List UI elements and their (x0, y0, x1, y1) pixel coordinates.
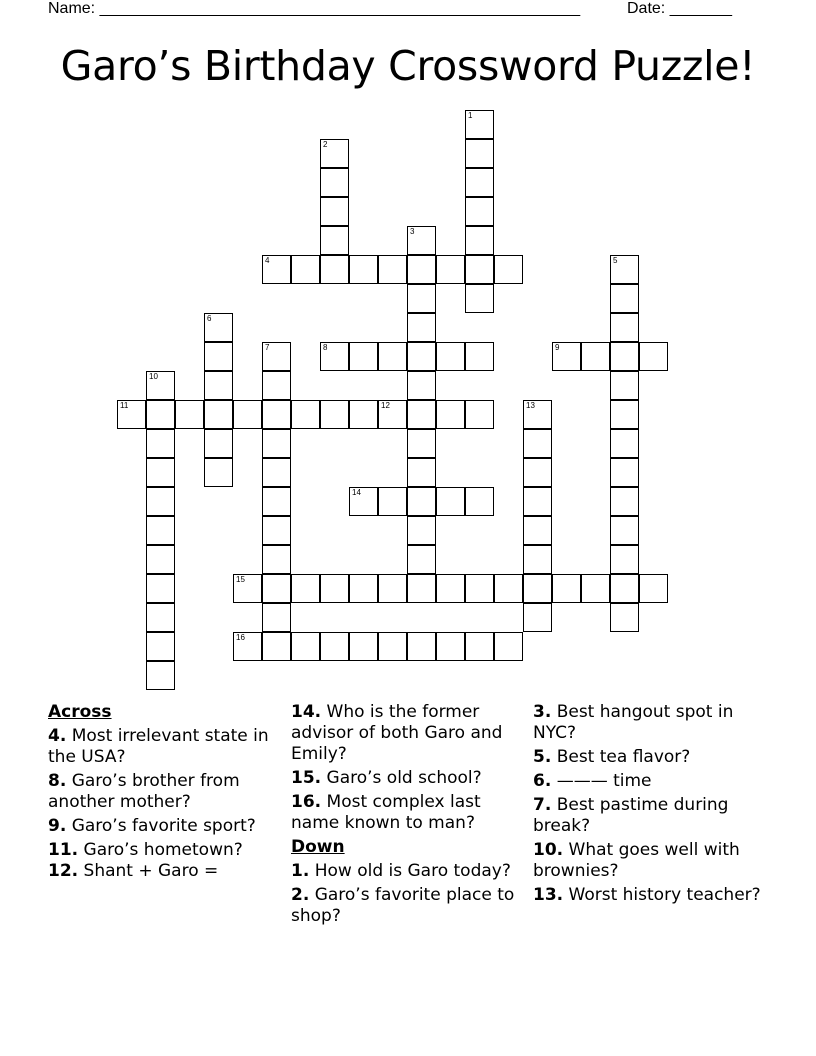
grid-cell[interactable] (146, 661, 175, 690)
grid-cell[interactable] (610, 400, 639, 429)
grid-cell[interactable] (465, 139, 494, 168)
grid-cell[interactable] (465, 226, 494, 255)
grid-cell[interactable] (378, 255, 407, 284)
clue-number: 16 (236, 633, 245, 642)
grid-cell[interactable] (436, 400, 465, 429)
clue-down-6: 6. ——— time (533, 771, 652, 791)
grid-cell[interactable] (175, 400, 204, 429)
clue-down-5: 5. Best tea flavor? (533, 747, 691, 767)
grid-cell[interactable] (146, 429, 175, 458)
grid-cell[interactable] (407, 545, 436, 574)
clues-column-3 (533, 702, 773, 909)
clue-number: 11 (120, 401, 129, 410)
clue-number: 12 (381, 401, 390, 410)
grid-cell[interactable] (204, 342, 233, 371)
grid-cell[interactable] (349, 632, 378, 661)
page-title: Garo’s Birthday Crossword Puzzle! (60, 42, 756, 90)
clue-number: 13 (526, 401, 535, 410)
grid-cell[interactable] (291, 632, 320, 661)
grid-cell[interactable] (146, 487, 175, 516)
grid-cell[interactable] (523, 458, 552, 487)
clue-across-14: 14. Who is the former advisor of both Garo and Emily? (291, 702, 503, 764)
grid-cell[interactable] (349, 574, 378, 603)
grid-cell[interactable] (407, 632, 436, 661)
grid-cell[interactable] (465, 110, 494, 139)
clue-number: 7 (265, 343, 270, 352)
grid-cell[interactable] (465, 632, 494, 661)
grid-cell[interactable] (610, 458, 639, 487)
grid-cell[interactable] (610, 255, 639, 284)
clue-across-8: 8. Garo’s brother from another mother? (48, 771, 240, 812)
grid-cell[interactable] (349, 255, 378, 284)
grid-cell[interactable] (146, 545, 175, 574)
grid-cell[interactable] (320, 139, 349, 168)
clues-column-2 (291, 702, 531, 930)
grid-cell[interactable] (204, 458, 233, 487)
grid-cell[interactable] (465, 255, 494, 284)
grid-cell[interactable] (552, 574, 581, 603)
grid-cell[interactable] (291, 574, 320, 603)
grid-cell[interactable] (610, 603, 639, 632)
grid-cell[interactable] (407, 458, 436, 487)
grid-cell[interactable] (291, 255, 320, 284)
grid-cell[interactable] (262, 574, 291, 603)
clue-down-1: 1. How old is Garo today? (291, 861, 511, 881)
grid-cell[interactable] (320, 226, 349, 255)
grid-cell[interactable] (465, 574, 494, 603)
clue-number: 10 (149, 372, 158, 381)
grid-cell[interactable] (378, 342, 407, 371)
grid-cell[interactable] (407, 255, 436, 284)
grid-cell[interactable] (407, 429, 436, 458)
grid-cell[interactable] (262, 603, 291, 632)
grid-cell[interactable] (146, 371, 175, 400)
grid-cell[interactable] (610, 574, 639, 603)
grid-cell[interactable] (146, 632, 175, 661)
grid-cell[interactable] (262, 400, 291, 429)
grid-cell[interactable] (146, 516, 175, 545)
clue-across-15: 15. Garo’s old school? (291, 768, 482, 788)
grid-cell[interactable] (320, 632, 349, 661)
clue-number: 8 (323, 343, 328, 352)
grid-cell[interactable] (610, 313, 639, 342)
grid-cell[interactable] (320, 255, 349, 284)
grid-cell[interactable] (407, 516, 436, 545)
clue-across-16: 16. Most complex last name known to man? (291, 792, 481, 833)
grid-cell[interactable] (262, 458, 291, 487)
grid-cell[interactable] (320, 197, 349, 226)
clue-number: 1 (468, 111, 473, 120)
grid-cell[interactable] (639, 342, 668, 371)
grid-cell[interactable] (233, 632, 262, 661)
grid-cell[interactable] (523, 574, 552, 603)
grid-cell[interactable] (204, 400, 233, 429)
grid-cell[interactable] (117, 400, 146, 429)
grid-cell[interactable] (233, 400, 262, 429)
grid-cell[interactable] (349, 342, 378, 371)
grid-cell[interactable] (378, 574, 407, 603)
grid-cell[interactable] (465, 197, 494, 226)
clue-down-3: 3. Best hangout spot in NYC? (533, 702, 734, 743)
grid-cell[interactable] (465, 400, 494, 429)
grid-cell[interactable] (436, 487, 465, 516)
clue-across-4: 4. Most irrelevant state in the USA? (48, 726, 269, 767)
clue-down-10: 10. What goes well with brownies? (533, 840, 740, 881)
grid-cell[interactable] (465, 342, 494, 371)
date-field-label: Date: _______ (627, 0, 732, 17)
clue-across-12: 12. Shant + Garo = (48, 861, 219, 881)
grid-cell[interactable] (610, 371, 639, 400)
grid-cell[interactable] (204, 313, 233, 342)
grid-cell[interactable] (407, 226, 436, 255)
clue-number: 9 (555, 343, 560, 352)
grid-cell[interactable] (262, 342, 291, 371)
name-field-label: Name: ______________________________________________________ (48, 0, 581, 17)
grid-cell[interactable] (262, 487, 291, 516)
clue-across-9: 9. Garo’s favorite sport? (48, 816, 256, 836)
grid-cell[interactable] (262, 632, 291, 661)
grid-cell[interactable] (610, 516, 639, 545)
grid-cell[interactable] (407, 284, 436, 313)
clue-across-11: 11. Garo’s hometown? (48, 840, 243, 860)
clue-number: 5 (613, 256, 618, 265)
clue-number: 15 (236, 575, 245, 584)
grid-cell[interactable] (407, 342, 436, 371)
clue-down-2: 2. Garo’s favorite place to shop? (291, 885, 515, 926)
grid-cell[interactable] (523, 429, 552, 458)
grid-cell[interactable] (610, 342, 639, 371)
grid-cell[interactable] (407, 487, 436, 516)
grid-cell[interactable] (320, 574, 349, 603)
grid-cell[interactable] (436, 342, 465, 371)
grid-cell[interactable] (349, 400, 378, 429)
grid-cell[interactable] (407, 400, 436, 429)
grid-cell[interactable] (552, 342, 581, 371)
grid-cell[interactable] (349, 487, 378, 516)
grid-cell[interactable] (320, 400, 349, 429)
grid-cell[interactable] (465, 284, 494, 313)
clues-column-1 (48, 702, 294, 885)
grid-cell[interactable] (610, 487, 639, 516)
grid-cell[interactable] (523, 545, 552, 574)
grid-cell[interactable] (146, 603, 175, 632)
clue-down-13: 13. Worst history teacher? (533, 885, 761, 905)
grid-cell[interactable] (523, 516, 552, 545)
grid-cell[interactable] (262, 255, 291, 284)
grid-cell[interactable] (320, 168, 349, 197)
grid-cell[interactable] (523, 400, 552, 429)
grid-cell[interactable] (407, 371, 436, 400)
clue-number: 3 (410, 227, 415, 236)
grid-cell[interactable] (436, 632, 465, 661)
grid-cell[interactable] (465, 487, 494, 516)
grid-cell[interactable] (233, 574, 262, 603)
grid-cell[interactable] (407, 313, 436, 342)
grid-cell[interactable] (320, 342, 349, 371)
grid-cell[interactable] (146, 574, 175, 603)
grid-cell[interactable] (581, 342, 610, 371)
clue-number: 4 (265, 256, 270, 265)
clue-number: 2 (323, 140, 328, 149)
grid-cell[interactable] (262, 516, 291, 545)
grid-cell[interactable] (291, 400, 320, 429)
clue-number: 6 (207, 314, 212, 323)
grid-cell[interactable] (639, 574, 668, 603)
across-heading: Across (48, 702, 112, 722)
grid-cell[interactable] (262, 545, 291, 574)
grid-cell[interactable] (378, 487, 407, 516)
grid-cell[interactable] (610, 284, 639, 313)
grid-cell[interactable] (146, 458, 175, 487)
grid-cell[interactable] (407, 574, 436, 603)
grid-cell[interactable] (378, 632, 407, 661)
grid-cell[interactable] (436, 255, 465, 284)
grid-cell[interactable] (581, 574, 610, 603)
grid-cell[interactable] (494, 632, 523, 661)
down-heading: Down (291, 837, 345, 857)
grid-cell[interactable] (204, 371, 233, 400)
clue-down-7: 7. Best pastime during break? (533, 795, 729, 836)
grid-cell[interactable] (436, 574, 465, 603)
grid-cell[interactable] (610, 545, 639, 574)
grid-cell[interactable] (262, 371, 291, 400)
grid-cell[interactable] (146, 400, 175, 429)
grid-cell[interactable] (523, 487, 552, 516)
grid-cell[interactable] (262, 429, 291, 458)
grid-cell[interactable] (204, 429, 233, 458)
grid-cell[interactable] (610, 429, 639, 458)
grid-cell[interactable] (378, 400, 407, 429)
grid-cell[interactable] (494, 574, 523, 603)
clue-number: 14 (352, 488, 361, 497)
grid-cell[interactable] (523, 603, 552, 632)
grid-cell[interactable] (494, 255, 523, 284)
grid-cell[interactable] (465, 168, 494, 197)
